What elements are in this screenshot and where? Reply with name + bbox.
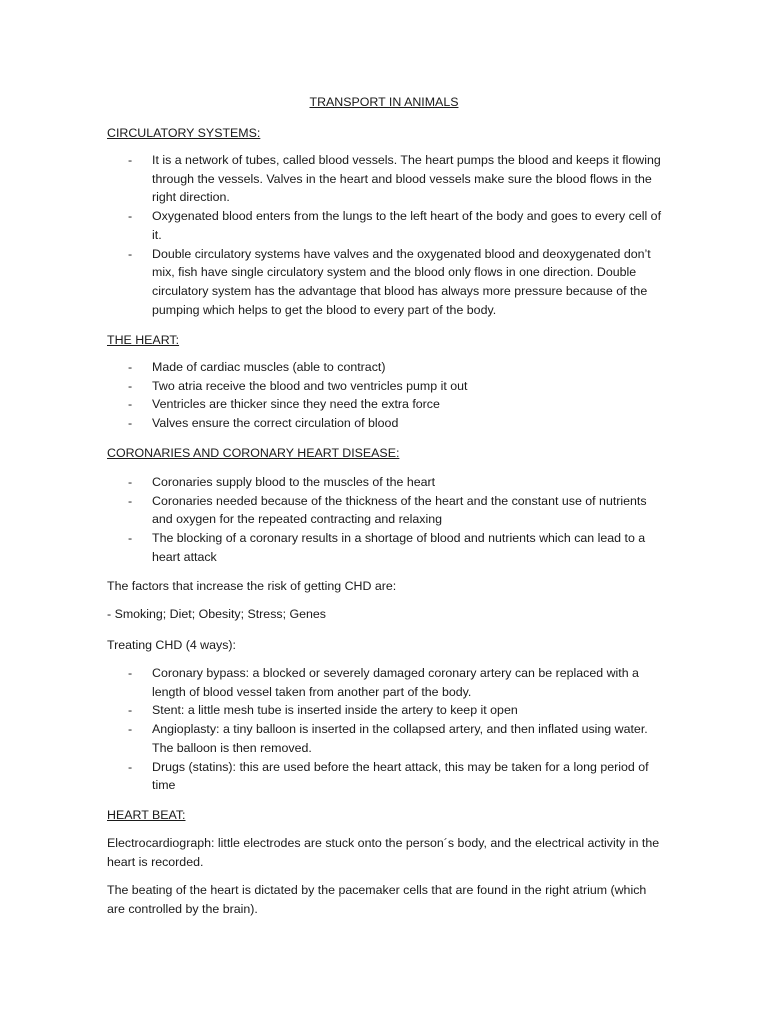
list-item (107, 395, 669, 414)
section-heading-heartbeat: HEART BEAT: (107, 808, 186, 822)
list-item-text: Ventricles are thicker since they need the extra force (152, 397, 440, 412)
section-heading-heart: THE HEART: (107, 333, 180, 347)
list-item (107, 473, 669, 492)
list-item (107, 414, 669, 433)
document-title: TRANSPORT IN ANIMALS (309, 95, 459, 109)
bullet-dash: - (128, 703, 133, 718)
electrocardiograph-paragraph: Electrocardiograph: little electrodes are stuck onto the person´s body, and the electrical activity in the heart is recorded. (107, 836, 660, 869)
circulatory-list (107, 151, 669, 319)
coronaries-list (107, 473, 669, 567)
list-item (107, 151, 669, 207)
chd-factors-intro: The factors that increase the risk of getting CHD are: (107, 579, 397, 593)
list-item-text: Made of cardiac muscles (able to contract) (152, 360, 386, 374)
list-item (107, 245, 669, 320)
bullet-dash: - (128, 209, 133, 224)
list-item (107, 492, 669, 529)
list-item (107, 529, 669, 566)
list-item-text: Angioplasty: a tiny balloon is inserted in the collapsed artery, and then inflated using water. The balloon is then removed. (152, 722, 648, 755)
list-item (107, 758, 669, 795)
bullet-dash: - (128, 666, 133, 680)
list-item-text: Oxygenated blood enters from the lungs to the left heart of the body and goes to every cell of it. (152, 209, 662, 242)
list-item-text: Valves ensure the correct circulation of blood (152, 416, 399, 431)
bullet-dash: - (128, 531, 133, 546)
section-heading-coronaries: CORONARIES AND CORONARY HEART DISEASE: (107, 446, 400, 460)
bullet-dash: - (128, 246, 133, 261)
pacemaker-paragraph: The beating of the heart is dictated by the pacemaker cells that are found in the right atrium (which are controlled by the brain). (107, 883, 647, 916)
bullet-dash: - (128, 722, 133, 737)
list-item-text: The blocking of a coronary results in a shortage of blood and nutrients which can lead to a heart attack (152, 531, 646, 564)
list-item-text: Coronaries needed because of the thickness of the heart and the constant use of nutrients and oxygen for the repeated contracting and relaxing (152, 493, 647, 527)
treatments-list (107, 664, 669, 795)
bullet-dash: - (128, 360, 133, 374)
bullet-dash: - (128, 397, 133, 412)
treating-chd-intro: Treating CHD (4 ways): (107, 638, 236, 652)
list-item-text: Coronary bypass: a blocked or severely damaged coronary artery can be replaced with a length of blood vessel taken from another part of the body. (152, 666, 639, 699)
list-item-text: It is a network of tubes, called blood vessels. The heart pumps the blood and keeps it flowing through the vessels. Valves in the heart and blood vessels make sure the blood flows in the right direction. (152, 153, 661, 205)
list-item (107, 720, 669, 757)
list-item (107, 377, 669, 396)
bullet-dash: - (128, 759, 133, 774)
list-item-text: Drugs (statins): this are used before the heart attack, this may be taken for a long period of time (152, 759, 649, 793)
list-item-text: Two atria receive the blood and two ventricles pump it out (152, 378, 468, 393)
list-item (107, 358, 669, 377)
section-heading-circulatory: CIRCULATORY SYSTEMS: (107, 126, 261, 140)
heart-list (107, 358, 669, 433)
bullet-dash: - (128, 416, 133, 431)
list-item-text: Double circulatory systems have valves and the oxygenated blood and deoxygenated don’t mix, fish have single circulatory system and the blood only flows in one direction. Double circulatory system has the advantage that blood has always more pressure because of the pumping which helps to get the blood to every part of the body. (152, 246, 651, 317)
list-item (107, 207, 669, 244)
list-item-text: Stent: a little mesh tube is inserted inside the artery to keep it open (152, 703, 518, 718)
chd-factors-list: - Smoking; Diet; Obesity; Stress; Genes (107, 607, 326, 621)
list-item (107, 664, 669, 701)
list-item-text: Coronaries supply blood to the muscles of the heart (152, 475, 436, 489)
list-item (107, 701, 669, 720)
bullet-dash: - (128, 493, 133, 508)
bullet-dash: - (128, 153, 133, 167)
bullet-dash: - (128, 475, 133, 489)
bullet-dash: - (128, 378, 133, 393)
